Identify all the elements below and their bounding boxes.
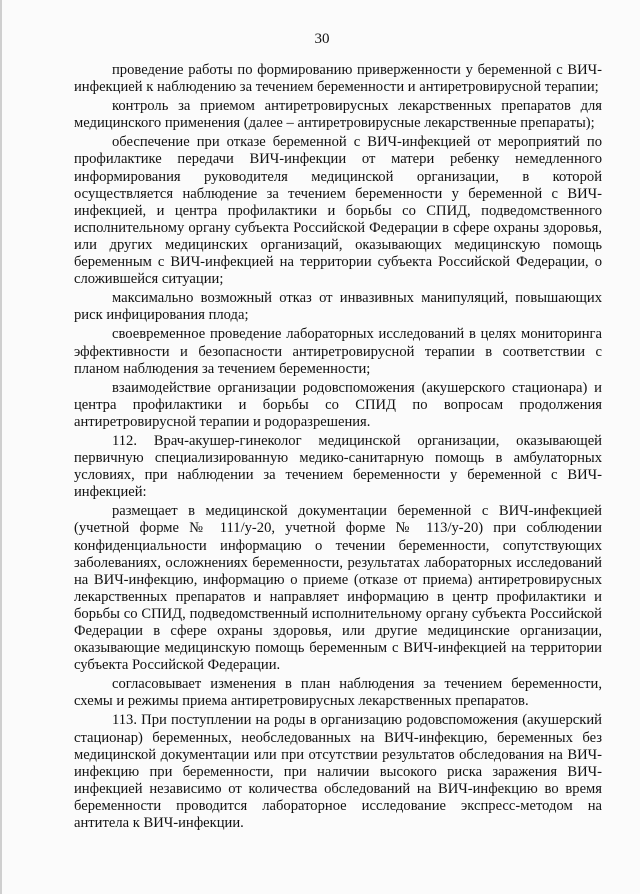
paragraph: максимально возможный отказ от инвазивных манипуляций, повышающих риск инфицирования плода; [74,290,602,324]
page-number: 30 [314,31,330,47]
paragraph: своевременное проведение лабораторных исследований в целях мониторинга эффективности и безопасности антиретровирусной терапии в соответствии с планом наблюдения за течением беременности; [74,326,602,377]
document-body [74,62,602,834]
paragraph: контроль за приемом антиретровирусных лекарственных препаратов для медицинского применения (далее – антиретровирусные лекарственные препараты); [74,98,602,132]
paragraph: проведение работы по формированию приверженности у беременной с ВИЧ-инфекцией к наблюдению за течением беременности и антиретровирусной терапии; [74,62,602,96]
paragraph: 112. Врач-акушер-гинеколог медицинской организации, оказывающей первичную специализированную медико-санитарную помощь в амбулаторных условиях, при наблюдении за течением беременности у беременной с ВИЧ-инфекцией: [74,432,602,501]
paragraph: размещает в медицинской документации беременной с ВИЧ-инфекцией (учетной форме № 111/у-20, учетной форме № 113/у-20) при соблюдении конфиденциальности информацию о течении беременности, сопутствующих заболеваниях, осложнениях беременности, результатах лабораторных исследований на ВИЧ-инфекцию, информацию о приеме (отказе от приема) антиретровирусных лекарственных препаратов и направляет информацию в центр профилактики и борьбы со СПИД, подведомственный исполнительному органу субъекта Российской Федерации в сфере охраны здоровья, или другие медицинские организации, оказывающие медицинскую помощь беременным с ВИЧ-инфекцией на территории субъекта Российской Федерации. [74,503,602,674]
paragraph: 113. При поступлении на роды в организацию родовспоможения (акушерский стационар) беременных, необследованных на ВИЧ-инфекцию, беременных без медицинской документации или при отсутствии результатов обследования на ВИЧ-инфекцию при беременности, при наличии высокого риска заражения ВИЧ-инфекцией независимо от количества обследований на ВИЧ-инфекцию во время беременности проводится лабораторное исследование экспресс-методом на антитела к ВИЧ-инфекции. [74,712,602,832]
paragraph: обеспечение при отказе беременной с ВИЧ-инфекцией от мероприятий по профилактике передачи ВИЧ-инфекции от матери ребенку немедленного информирования руководителя медицинской организации, в которой осуществляется наблюдение за течением беременности у беременной с ВИЧ-инфекцией, и центра профилактики и борьбы со СПИД, подведомственного исполнительному органу субъекта Российской Федерации в сфере охраны здоровья, или других медицинских организаций, оказывающих медицинскую помощь беременным с ВИЧ-инфекцией на территории субъекта Российской Федерации, о сложившейся ситуации; [74,134,602,288]
paragraph: взаимодействие организации родовспоможения (акушерского стационара) и центра профилактики и борьбы со СПИД по вопросам продолжения антиретровирусной терапии и родоразрешения. [74,379,602,430]
paragraph: согласовывает изменения в план наблюдения за течением беременности, схемы и режимы приема антиретровирусных лекарственных препаратов. [74,676,602,710]
